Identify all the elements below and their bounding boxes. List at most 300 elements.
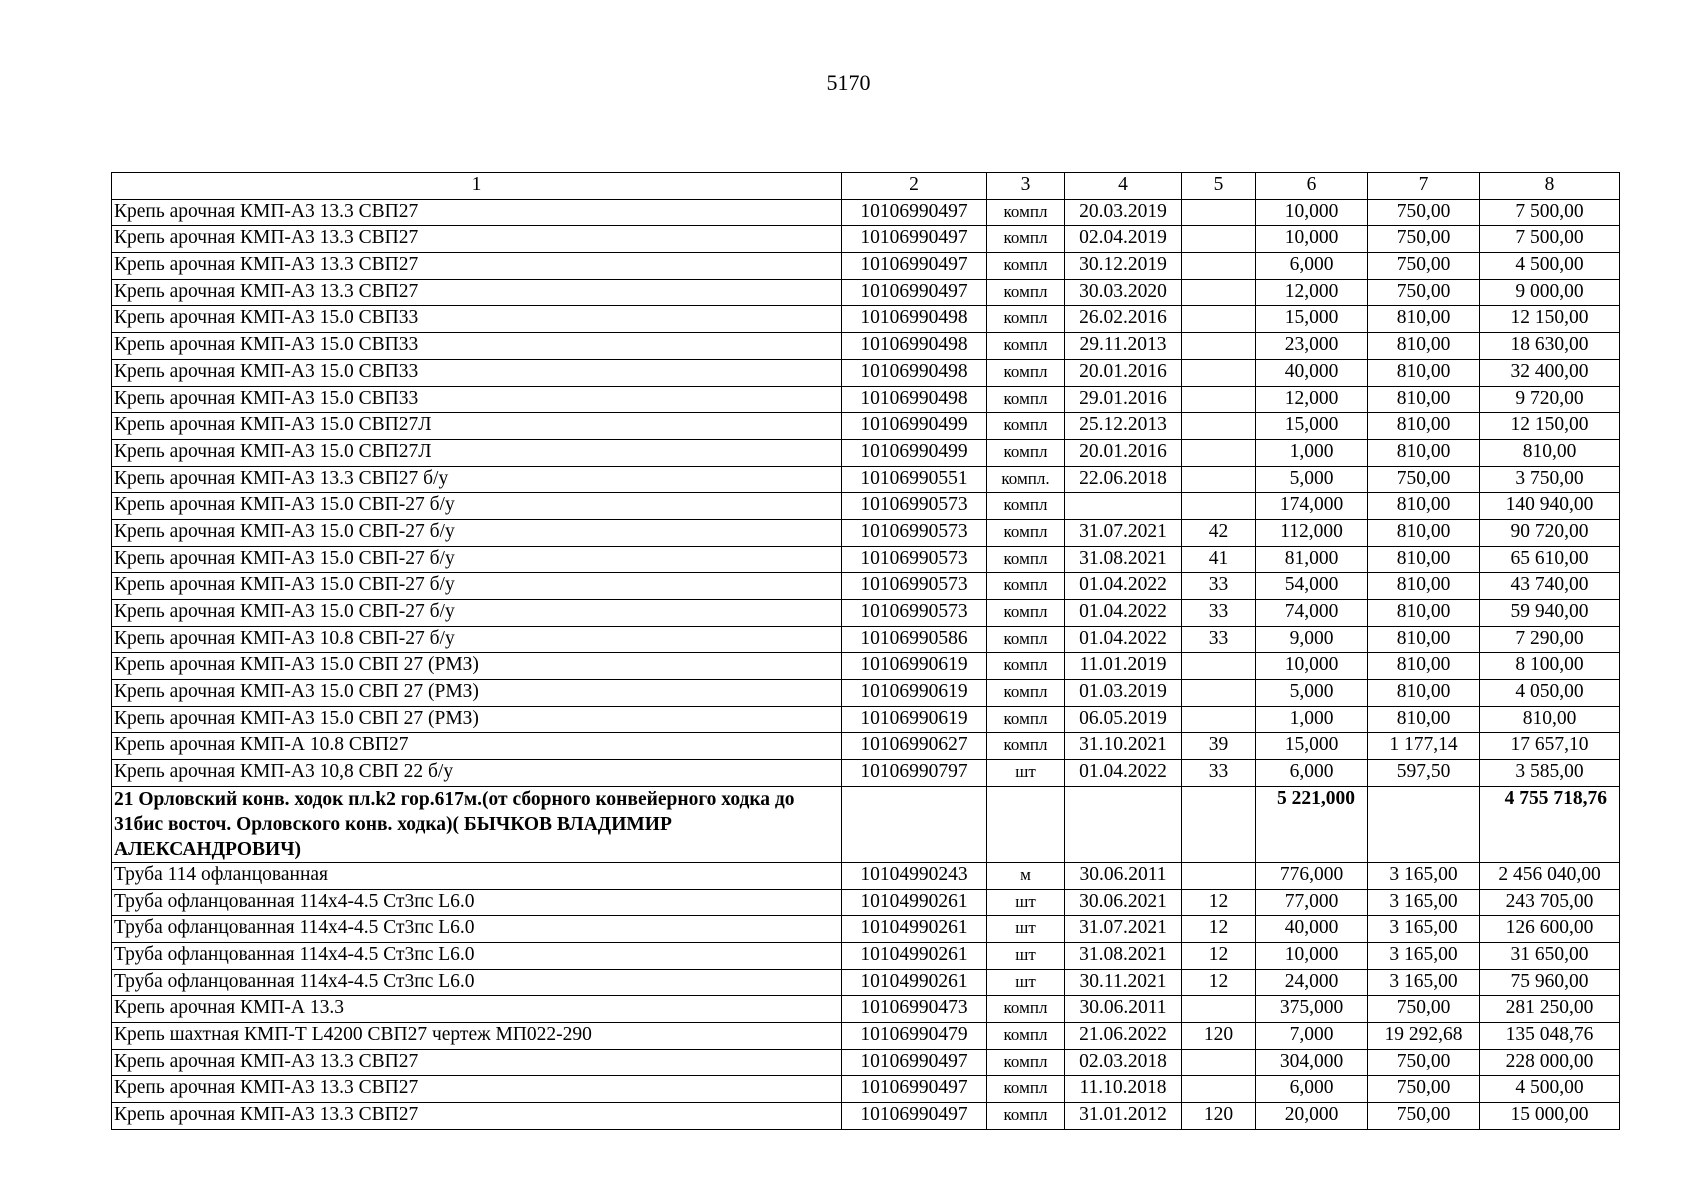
- item-name: Крепь арочная КМП-А3 15.0 СВП 27 (РМЗ): [112, 680, 842, 707]
- item-quantity: 15,000: [1256, 733, 1368, 760]
- item-price: 810,00: [1368, 493, 1480, 520]
- item-price: 750,00: [1368, 226, 1480, 253]
- item-code: 10106990573: [842, 519, 987, 546]
- item-code: 10106990498: [842, 359, 987, 386]
- item-unit: компл: [987, 680, 1065, 707]
- item-date: 21.06.2022: [1065, 1022, 1182, 1049]
- item-quantity: 5 221,000: [1256, 786, 1368, 862]
- item-quantity: 77,000: [1256, 889, 1368, 916]
- item-quantity: 174,000: [1256, 493, 1368, 520]
- item-code: 10106990573: [842, 600, 987, 627]
- item-unit: компл: [987, 306, 1065, 333]
- item-doc-number: 12: [1182, 942, 1256, 969]
- item-date: 30.12.2019: [1065, 253, 1182, 280]
- item-unit: шт: [987, 889, 1065, 916]
- item-code: 10106990497: [842, 1076, 987, 1103]
- item-price: 810,00: [1368, 413, 1480, 440]
- table-row: [112, 862, 1620, 889]
- item-quantity: 9,000: [1256, 626, 1368, 653]
- item-unit: компл: [987, 706, 1065, 733]
- item-sum: 810,00: [1480, 439, 1620, 466]
- item-code: 10106990586: [842, 626, 987, 653]
- item-date: 29.01.2016: [1065, 386, 1182, 413]
- item-unit: шт: [987, 916, 1065, 943]
- item-code: 10106990497: [842, 226, 987, 253]
- item-unit: компл: [987, 626, 1065, 653]
- item-doc-number: [1182, 466, 1256, 493]
- item-price: 810,00: [1368, 546, 1480, 573]
- column-header: 8: [1480, 173, 1620, 200]
- page-number: 5170: [826, 70, 871, 95]
- item-doc-number: [1182, 279, 1256, 306]
- item-name: Труба офланцованная 114х4-4.5 Ст3пс L6.0: [112, 969, 842, 996]
- item-sum: 43 740,00: [1480, 573, 1620, 600]
- item-unit: компл: [987, 386, 1065, 413]
- item-unit: компл: [987, 733, 1065, 760]
- item-quantity: 20,000: [1256, 1103, 1368, 1130]
- item-quantity: 40,000: [1256, 359, 1368, 386]
- item-sum: 2 456 040,00: [1480, 862, 1620, 889]
- table-row: [112, 996, 1620, 1023]
- column-header: 3: [987, 173, 1065, 200]
- item-name: 21 Орловский конв. ходок пл.k2 гор.617м.(от сборного конвейерного ходка до 31бис восточ. Орловского конв. ходка)( БЫЧКОВ ВЛАДИМИР АЛЕКСАНДРОВИЧ): [112, 786, 842, 862]
- item-doc-number: 120: [1182, 1022, 1256, 1049]
- item-name: Крепь арочная КМП-А3 15.0 СВП-27 б/у: [112, 600, 842, 627]
- item-price: 750,00: [1368, 466, 1480, 493]
- item-date: 30.06.2011: [1065, 862, 1182, 889]
- item-code: 10106990573: [842, 493, 987, 520]
- item-name: Крепь арочная КМП-А3 10.8 СВП-27 б/у: [112, 626, 842, 653]
- item-quantity: 24,000: [1256, 969, 1368, 996]
- item-quantity: 40,000: [1256, 916, 1368, 943]
- item-quantity: 54,000: [1256, 573, 1368, 600]
- item-name: Крепь арочная КМП-А3 15.0 СВП-27 б/у: [112, 493, 842, 520]
- item-doc-number: 39: [1182, 733, 1256, 760]
- item-name: Крепь арочная КМП-А3 13.3 СВП27: [112, 1103, 842, 1130]
- item-unit: компл: [987, 653, 1065, 680]
- item-doc-number: 33: [1182, 573, 1256, 600]
- item-code: [842, 786, 987, 862]
- item-unit: компл: [987, 493, 1065, 520]
- item-doc-number: [1182, 226, 1256, 253]
- table-row: [112, 626, 1620, 653]
- item-price: 3 165,00: [1368, 889, 1480, 916]
- item-name: Крепь арочная КМП-А3 15.0 СВП33: [112, 359, 842, 386]
- item-name: Труба офланцованная 114х4-4.5 Ст3пс L6.0: [112, 889, 842, 916]
- item-doc-number: [1182, 1049, 1256, 1076]
- item-quantity: 776,000: [1256, 862, 1368, 889]
- table-row: [112, 306, 1620, 333]
- item-code: 10106990499: [842, 413, 987, 440]
- item-name: Крепь арочная КМП-А3 13.3 СВП27 б/у: [112, 466, 842, 493]
- item-doc-number: [1182, 386, 1256, 413]
- item-doc-number: 120: [1182, 1103, 1256, 1130]
- item-sum: 4 755 718,76: [1480, 786, 1620, 862]
- item-quantity: 1,000: [1256, 706, 1368, 733]
- item-name: Крепь арочная КМП-А3 13.3 СВП27: [112, 1049, 842, 1076]
- item-unit: компл: [987, 333, 1065, 360]
- item-sum: 9 720,00: [1480, 386, 1620, 413]
- item-name: Крепь арочная КМП-А3 15.0 СВП27Л: [112, 439, 842, 466]
- item-date: 31.01.2012: [1065, 1103, 1182, 1130]
- item-doc-number: [1182, 680, 1256, 707]
- table-row: [112, 439, 1620, 466]
- item-sum: 75 960,00: [1480, 969, 1620, 996]
- table-row: [112, 279, 1620, 306]
- item-code: 10106990499: [842, 439, 987, 466]
- item-code: 10106990619: [842, 706, 987, 733]
- item-code: 10106990497: [842, 253, 987, 280]
- item-date: 01.04.2022: [1065, 626, 1182, 653]
- item-name: Труба 114 офланцованная: [112, 862, 842, 889]
- item-unit: м: [987, 862, 1065, 889]
- item-doc-number: [1182, 359, 1256, 386]
- item-sum: 15 000,00: [1480, 1103, 1620, 1130]
- item-date: 30.06.2021: [1065, 889, 1182, 916]
- item-date: 31.08.2021: [1065, 546, 1182, 573]
- item-sum: 32 400,00: [1480, 359, 1620, 386]
- item-quantity: 81,000: [1256, 546, 1368, 573]
- item-name: Крепь арочная КМП-А3 15.0 СВП33: [112, 386, 842, 413]
- item-date: 01.04.2022: [1065, 760, 1182, 787]
- item-code: 10104990243: [842, 862, 987, 889]
- item-code: 10106990573: [842, 546, 987, 573]
- item-quantity: 10,000: [1256, 199, 1368, 226]
- item-sum: 281 250,00: [1480, 996, 1620, 1023]
- item-price: 750,00: [1368, 199, 1480, 226]
- column-header: 7: [1368, 173, 1480, 200]
- item-price: 810,00: [1368, 333, 1480, 360]
- item-unit: компл: [987, 1103, 1065, 1130]
- item-date: 30.11.2021: [1065, 969, 1182, 996]
- item-doc-number: [1182, 786, 1256, 862]
- item-code: 10106990573: [842, 573, 987, 600]
- table-row: [112, 226, 1620, 253]
- item-code: 10106990497: [842, 1049, 987, 1076]
- item-date: 11.10.2018: [1065, 1076, 1182, 1103]
- item-sum: 7 290,00: [1480, 626, 1620, 653]
- item-date: 25.12.2013: [1065, 413, 1182, 440]
- item-price: 810,00: [1368, 519, 1480, 546]
- column-header: 6: [1256, 173, 1368, 200]
- item-sum: 3 585,00: [1480, 760, 1620, 787]
- item-code: 10104990261: [842, 942, 987, 969]
- item-name: Крепь арочная КМП-А3 10,8 СВП 22 б/у: [112, 760, 842, 787]
- table-row: [112, 1103, 1620, 1130]
- table-row: [112, 253, 1620, 280]
- item-unit: компл: [987, 226, 1065, 253]
- item-unit: шт: [987, 969, 1065, 996]
- item-date: 20.03.2019: [1065, 199, 1182, 226]
- item-date: 01.03.2019: [1065, 680, 1182, 707]
- item-sum: 810,00: [1480, 706, 1620, 733]
- item-price: 1 177,14: [1368, 733, 1480, 760]
- item-code: 10106990551: [842, 466, 987, 493]
- item-name: Крепь арочная КМП-А3 15.0 СВП 27 (РМЗ): [112, 706, 842, 733]
- item-name: Крепь арочная КМП-А3 15.0 СВП33: [112, 306, 842, 333]
- item-price: 750,00: [1368, 279, 1480, 306]
- item-price: 750,00: [1368, 1049, 1480, 1076]
- item-price: 3 165,00: [1368, 862, 1480, 889]
- item-price: 810,00: [1368, 600, 1480, 627]
- item-doc-number: [1182, 706, 1256, 733]
- item-unit: компл: [987, 1076, 1065, 1103]
- item-unit: компл: [987, 199, 1065, 226]
- item-doc-number: [1182, 306, 1256, 333]
- item-code: 10106990627: [842, 733, 987, 760]
- item-code: 10106990497: [842, 1103, 987, 1130]
- item-sum: 4 050,00: [1480, 680, 1620, 707]
- item-quantity: 7,000: [1256, 1022, 1368, 1049]
- table-row: [112, 889, 1620, 916]
- item-quantity: 15,000: [1256, 306, 1368, 333]
- item-sum: 65 610,00: [1480, 546, 1620, 573]
- item-price: 810,00: [1368, 706, 1480, 733]
- item-quantity: 23,000: [1256, 333, 1368, 360]
- item-quantity: 5,000: [1256, 680, 1368, 707]
- item-date: 30.06.2011: [1065, 996, 1182, 1023]
- item-name: Труба офланцованная 114х4-4.5 Ст3пс L6.0: [112, 916, 842, 943]
- item-price: 750,00: [1368, 1076, 1480, 1103]
- table-row: [112, 519, 1620, 546]
- item-sum: 4 500,00: [1480, 253, 1620, 280]
- table-row: [112, 1022, 1620, 1049]
- item-quantity: 12,000: [1256, 279, 1368, 306]
- table-row: [112, 466, 1620, 493]
- item-date: 06.05.2019: [1065, 706, 1182, 733]
- item-price: 810,00: [1368, 573, 1480, 600]
- item-name: Крепь арочная КМП-А3 15.0 СВП-27 б/у: [112, 573, 842, 600]
- item-name: Крепь арочная КМП-А3 13.3 СВП27: [112, 199, 842, 226]
- column-header-row: [112, 173, 1620, 200]
- item-unit: компл.: [987, 466, 1065, 493]
- item-sum: 3 750,00: [1480, 466, 1620, 493]
- item-sum: 59 940,00: [1480, 600, 1620, 627]
- item-sum: 18 630,00: [1480, 333, 1620, 360]
- item-date: 20.01.2016: [1065, 359, 1182, 386]
- table-row: [112, 333, 1620, 360]
- column-header: 5: [1182, 173, 1256, 200]
- item-date: 31.10.2021: [1065, 733, 1182, 760]
- item-quantity: 6,000: [1256, 1076, 1368, 1103]
- item-unit: компл: [987, 573, 1065, 600]
- item-quantity: 6,000: [1256, 760, 1368, 787]
- inventory-table: [111, 172, 1620, 1130]
- item-name: Крепь шахтная КМП-Т L4200 СВП27 чертеж МП022-290: [112, 1022, 842, 1049]
- table-row: [112, 493, 1620, 520]
- column-header: 2: [842, 173, 987, 200]
- item-quantity: 12,000: [1256, 386, 1368, 413]
- item-name: Крепь арочная КМП-А3 15.0 СВП-27 б/у: [112, 546, 842, 573]
- item-unit: компл: [987, 600, 1065, 627]
- item-quantity: 6,000: [1256, 253, 1368, 280]
- item-doc-number: 12: [1182, 889, 1256, 916]
- item-unit: компл: [987, 546, 1065, 573]
- item-name: Крепь арочная КМП-А3 13.3 СВП27: [112, 1076, 842, 1103]
- item-code: 10106990619: [842, 680, 987, 707]
- item-quantity: 5,000: [1256, 466, 1368, 493]
- item-quantity: 112,000: [1256, 519, 1368, 546]
- item-price: 750,00: [1368, 996, 1480, 1023]
- item-price: 810,00: [1368, 386, 1480, 413]
- item-sum: 135 048,76: [1480, 1022, 1620, 1049]
- item-name: Крепь арочная КМП-А3 13.3 СВП27: [112, 253, 842, 280]
- item-name: Крепь арочная КМП-А3 13.3 СВП27: [112, 226, 842, 253]
- item-sum: 7 500,00: [1480, 226, 1620, 253]
- item-quantity: 375,000: [1256, 996, 1368, 1023]
- item-name: Крепь арочная КМП-А3 15.0 СВП27Л: [112, 413, 842, 440]
- item-doc-number: 41: [1182, 546, 1256, 573]
- item-price: 810,00: [1368, 653, 1480, 680]
- item-price: 3 165,00: [1368, 969, 1480, 996]
- table-row: [112, 680, 1620, 707]
- item-doc-number: 42: [1182, 519, 1256, 546]
- item-name: Крепь арочная КМП-А 13.3: [112, 996, 842, 1023]
- table-row: [112, 733, 1620, 760]
- item-unit: компл: [987, 439, 1065, 466]
- item-date: 31.07.2021: [1065, 519, 1182, 546]
- item-name: Крепь арочная КМП-А3 15.0 СВП-27 б/у: [112, 519, 842, 546]
- item-price: 810,00: [1368, 306, 1480, 333]
- item-doc-number: [1182, 333, 1256, 360]
- column-header: 4: [1065, 173, 1182, 200]
- item-price: 810,00: [1368, 680, 1480, 707]
- item-quantity: 10,000: [1256, 653, 1368, 680]
- item-doc-number: 33: [1182, 600, 1256, 627]
- item-unit: шт: [987, 760, 1065, 787]
- item-price: 3 165,00: [1368, 942, 1480, 969]
- item-date: 22.06.2018: [1065, 466, 1182, 493]
- item-doc-number: [1182, 862, 1256, 889]
- item-code: 10106990497: [842, 279, 987, 306]
- item-sum: 31 650,00: [1480, 942, 1620, 969]
- table-row: [112, 359, 1620, 386]
- table-row: [112, 199, 1620, 226]
- table-row: [112, 942, 1620, 969]
- item-date: 11.01.2019: [1065, 653, 1182, 680]
- item-sum: 17 657,10: [1480, 733, 1620, 760]
- item-unit: компл: [987, 996, 1065, 1023]
- table-row: [112, 600, 1620, 627]
- item-code: 10104990261: [842, 969, 987, 996]
- item-date: 20.01.2016: [1065, 439, 1182, 466]
- item-code: 10106990797: [842, 760, 987, 787]
- item-date: [1065, 786, 1182, 862]
- item-sum: 90 720,00: [1480, 519, 1620, 546]
- item-date: 30.03.2020: [1065, 279, 1182, 306]
- item-price: 810,00: [1368, 439, 1480, 466]
- item-sum: 228 000,00: [1480, 1049, 1620, 1076]
- item-quantity: 304,000: [1256, 1049, 1368, 1076]
- item-code: 10106990497: [842, 199, 987, 226]
- item-unit: компл: [987, 413, 1065, 440]
- item-code: 10106990479: [842, 1022, 987, 1049]
- item-price: 19 292,68: [1368, 1022, 1480, 1049]
- table-row: [112, 760, 1620, 787]
- item-code: 10106990498: [842, 386, 987, 413]
- item-date: [1065, 493, 1182, 520]
- item-doc-number: [1182, 253, 1256, 280]
- column-header: 1: [112, 173, 842, 200]
- item-date: 26.02.2016: [1065, 306, 1182, 333]
- table-row: [112, 916, 1620, 943]
- item-sum: 12 150,00: [1480, 413, 1620, 440]
- item-date: 31.08.2021: [1065, 942, 1182, 969]
- item-doc-number: [1182, 996, 1256, 1023]
- item-doc-number: 33: [1182, 760, 1256, 787]
- item-sum: 4 500,00: [1480, 1076, 1620, 1103]
- item-doc-number: 33: [1182, 626, 1256, 653]
- item-date: 29.11.2013: [1065, 333, 1182, 360]
- item-name: Крепь арочная КМП-А3 15.0 СВП 27 (РМЗ): [112, 653, 842, 680]
- item-unit: [987, 786, 1065, 862]
- item-quantity: 15,000: [1256, 413, 1368, 440]
- item-doc-number: [1182, 413, 1256, 440]
- item-unit: компл: [987, 279, 1065, 306]
- item-doc-number: [1182, 199, 1256, 226]
- item-price: 750,00: [1368, 1103, 1480, 1130]
- item-price: 597,50: [1368, 760, 1480, 787]
- item-sum: 12 150,00: [1480, 306, 1620, 333]
- item-price: [1368, 786, 1480, 862]
- item-doc-number: [1182, 1076, 1256, 1103]
- item-sum: 140 940,00: [1480, 493, 1620, 520]
- table-row: [112, 969, 1620, 996]
- item-sum: 7 500,00: [1480, 199, 1620, 226]
- table-row: [112, 546, 1620, 573]
- item-sum: 9 000,00: [1480, 279, 1620, 306]
- group-header-row: [112, 786, 1620, 862]
- item-price: 3 165,00: [1368, 916, 1480, 943]
- item-unit: компл: [987, 359, 1065, 386]
- item-quantity: 74,000: [1256, 600, 1368, 627]
- table-row: [112, 386, 1620, 413]
- item-sum: 8 100,00: [1480, 653, 1620, 680]
- table-row: [112, 413, 1620, 440]
- item-code: 10104990261: [842, 916, 987, 943]
- item-sum: 126 600,00: [1480, 916, 1620, 943]
- item-doc-number: [1182, 653, 1256, 680]
- table-row: [112, 1049, 1620, 1076]
- item-quantity: 10,000: [1256, 226, 1368, 253]
- table-row: [112, 653, 1620, 680]
- item-code: 10104990261: [842, 889, 987, 916]
- item-code: 10106990498: [842, 333, 987, 360]
- item-date: 01.04.2022: [1065, 573, 1182, 600]
- item-code: 10106990498: [842, 306, 987, 333]
- item-sum: 243 705,00: [1480, 889, 1620, 916]
- item-price: 810,00: [1368, 359, 1480, 386]
- table-body: [112, 199, 1620, 1129]
- item-name: Крепь арочная КМП-А3 15.0 СВП33: [112, 333, 842, 360]
- table-row: [112, 573, 1620, 600]
- item-unit: компл: [987, 1022, 1065, 1049]
- item-name: Труба офланцованная 114х4-4.5 Ст3пс L6.0: [112, 942, 842, 969]
- item-unit: компл: [987, 253, 1065, 280]
- item-date: 02.03.2018: [1065, 1049, 1182, 1076]
- item-unit: компл: [987, 1049, 1065, 1076]
- item-name: Крепь арочная КМП-А3 13.3 СВП27: [112, 279, 842, 306]
- item-quantity: 1,000: [1256, 439, 1368, 466]
- item-date: 31.07.2021: [1065, 916, 1182, 943]
- item-code: 10106990473: [842, 996, 987, 1023]
- item-quantity: 10,000: [1256, 942, 1368, 969]
- item-name: Крепь арочная КМП-А 10.8 СВП27: [112, 733, 842, 760]
- item-date: 02.04.2019: [1065, 226, 1182, 253]
- item-doc-number: [1182, 493, 1256, 520]
- table-row: [112, 706, 1620, 733]
- item-unit: компл: [987, 519, 1065, 546]
